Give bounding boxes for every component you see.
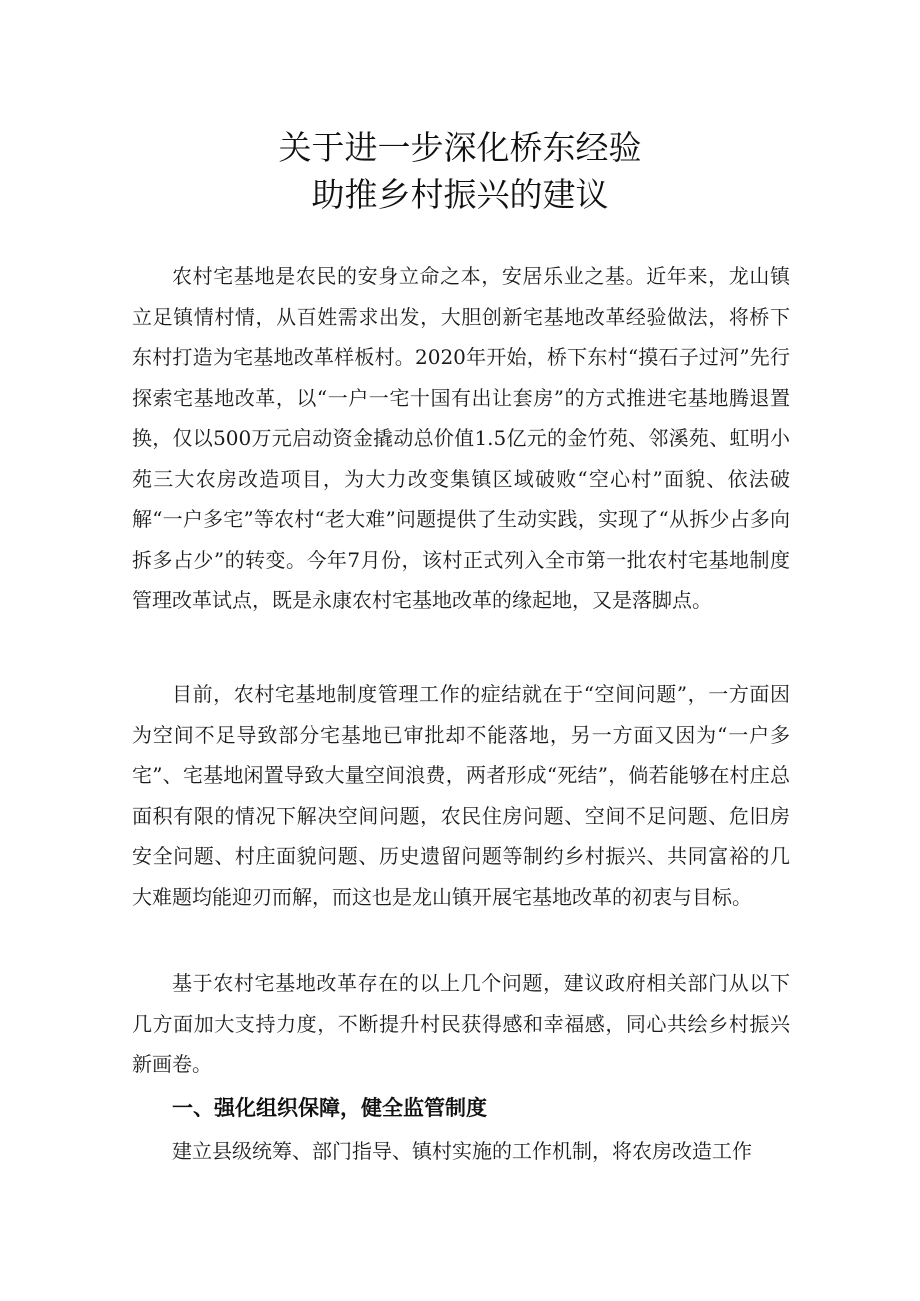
- title-line-1: 关于进一步深化桥东经验: [278, 128, 642, 167]
- paragraph-proposal: 基于农村宅基地改革存在的以上几个问题，建议政府相关部门从以下几方面加大支持力度，不断提升村民获得感和幸福感，同心共绘乡村振兴新画卷。: [132, 971, 790, 1076]
- title-line-2: 助推乡村振兴的建议: [311, 175, 609, 214]
- document-title: [0, 124, 920, 218]
- paragraph-problem: 目前，农村宅基地制度管理工作的症结就在于“空间问题”，一方面因为空间不足导致部分宅基地已审批却不能落地，另一方面又因为“一户多宅”、宅基地闲置导致大量空间浪费，两者形成“死结”，倘若能够在村庄总面积有限的情况下解决空间问题，农民住房问题、空间不足问题、危旧房安全问题、村庄面貌问题、历史遗留问题等制约乡村振兴、共同富裕的几大难题均能迎刃而解，而这也是龙山镇开展宅基地改革的初衷与目标。: [132, 682, 790, 909]
- section-heading-1: 一、强化组织保障，健全监管制度: [172, 1096, 487, 1120]
- paragraph-intro: 农村宅基地是农民的安身立命之本，安居乐业之基。近年来，龙山镇立足镇情村情，从百姓需求出发，大胆创新宅基地改革经验做法，将桥下东村打造为宅基地改革样板村。2020年开始，桥下东村“摸石子过河”先行探索宅基地改革，以“一户一宅十国有出让套房”的方式推进宅基地腾退置换，仅以500万元启动资金撬动总价值1.5亿元的金竹苑、邻溪苑、虹明小苑三大农房改造项目，为大力改变集镇区域破败“空心村”面貌、依法破解“一户多宅”等农村“老大难”问题提供了生动实践，实现了“从拆少占多向拆多占少”的转变。今年7月份，该村正式列入全市第一批农村宅基地制度管理改革试点，既是永康农村宅基地改革的缘起地，又是落脚点。: [132, 264, 790, 612]
- section-1-paragraph: 建立县级统筹、部门指导、镇村实施的工作机制，将农房改造工作: [172, 1139, 752, 1163]
